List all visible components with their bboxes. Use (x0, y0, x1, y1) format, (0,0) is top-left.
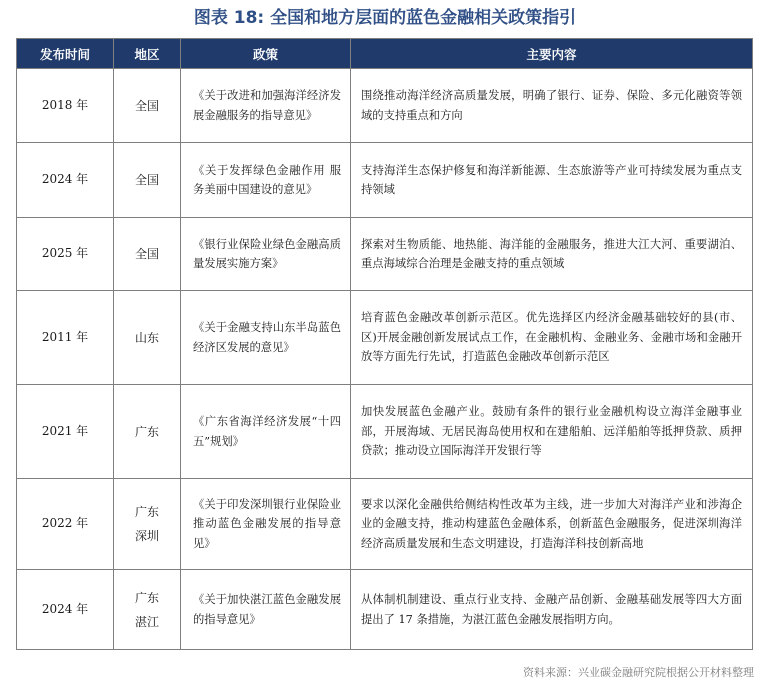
cell-content: 支持海洋生态保护修复和海洋新能源、生态旅游等产业可持续发展为重点支持领域 (351, 143, 753, 218)
column-header-content: 主要内容 (351, 39, 753, 69)
policy-table (16, 38, 753, 650)
cell-year: 2024 年 (17, 143, 114, 218)
cell-policy: 《关于发挥绿色金融作用 服务美丽中国建设的意见》 (181, 143, 351, 218)
region-line: 山东 (134, 330, 159, 345)
cell-policy: 《关于金融支持山东半岛蓝色经济区发展的意见》 (181, 291, 351, 385)
cell-policy: 《关于改进和加强海洋经济发展金融服务的指导意见》 (181, 69, 351, 143)
cell-year: 2011 年 (17, 291, 114, 385)
table-row (17, 570, 753, 650)
cell-year: 2025 年 (17, 218, 114, 291)
figure-title: 图表 18: 全国和地方层面的蓝色金融相关政策指引 (193, 8, 577, 28)
cell-region (114, 385, 181, 479)
cell-year: 2018 年 (17, 69, 114, 143)
cell-region (114, 69, 181, 143)
cell-region (114, 479, 181, 570)
region-line: 深圳 (134, 529, 159, 543)
cell-policy: 《关于加快湛江蓝色金融发展的指导意见》 (181, 570, 351, 650)
column-header-region: 地区 (114, 39, 181, 69)
cell-region (114, 570, 181, 650)
cell-region (114, 218, 181, 291)
cell-content: 从体制机制建设、重点行业支持、金融产品创新、金融基础发展等四大方面提出了 17 条措施，为湛江蓝色金融发展指明方向。 (351, 570, 753, 650)
cell-year: 2024 年 (17, 570, 114, 650)
region-line: 全国 (134, 247, 159, 261)
cell-content: 探索对生物质能、地热能、海洋能的金融服务，推进大江大河、重要湖泊、重点海域综合治理是金融支持的重点领域 (351, 218, 753, 291)
table-row (17, 291, 753, 385)
source-note: 资料来源：兴业碳金融研究院根据公开材料整理 (523, 666, 754, 679)
table-row (17, 218, 753, 291)
table-row (17, 385, 753, 479)
region-line: 全国 (134, 173, 159, 187)
table-row (17, 479, 753, 570)
table-row (17, 143, 753, 218)
cell-content: 培育蓝色金融改革创新示范区。优先选择区内经济金融基础较好的县(市、区)开展金融创新发展试点工作，在金融机构、金融业务、金融市场和金融开放等方面先行先试，打造蓝色金融改革创新示范区 (351, 291, 753, 385)
cell-year: 2022 年 (17, 479, 114, 570)
cell-policy: 《关于印发深圳银行业保险业推动蓝色金融发展的指导意见》 (181, 479, 351, 570)
region-line: 广东 (134, 424, 159, 439)
cell-region (114, 291, 181, 385)
table-row (17, 69, 753, 143)
cell-policy: 《广东省海洋经济发展“十四五”规划》 (181, 385, 351, 479)
region-line: 广东 (134, 590, 159, 605)
cell-policy: 《银行业保险业绿色金融高质量发展实施方案》 (181, 218, 351, 291)
region-line: 湛江 (134, 614, 159, 629)
cell-content: 围绕推动海洋经济高质量发展，明确了银行、证券、保险、多元化融资等领域的支持重点和方向 (351, 69, 753, 143)
region-line: 全国 (134, 98, 159, 113)
column-header-policy: 政策 (181, 39, 351, 69)
column-header-year: 发布时间 (17, 39, 114, 69)
cell-region (114, 143, 181, 218)
cell-content: 要求以深化金融供给侧结构性改革为主线，进一步加大对海洋产业和涉海企业的金融支持，推动构建蓝色金融体系，创新蓝色金融服务，促进深圳海洋经济高质量发展和生态文明建设，打造海洋科技创新高地 (351, 479, 753, 570)
cell-content: 加快发展蓝色金融产业。鼓励有条件的银行业金融机构设立海洋金融事业部，开展海域、无居民海岛使用权和在建船舶、远洋船舶等抵押贷款、质押贷款；推动设立国际海洋开发银行等 (351, 385, 753, 479)
region-line: 广东 (134, 505, 159, 519)
table-header-row (17, 39, 753, 69)
cell-year: 2021 年 (17, 385, 114, 479)
